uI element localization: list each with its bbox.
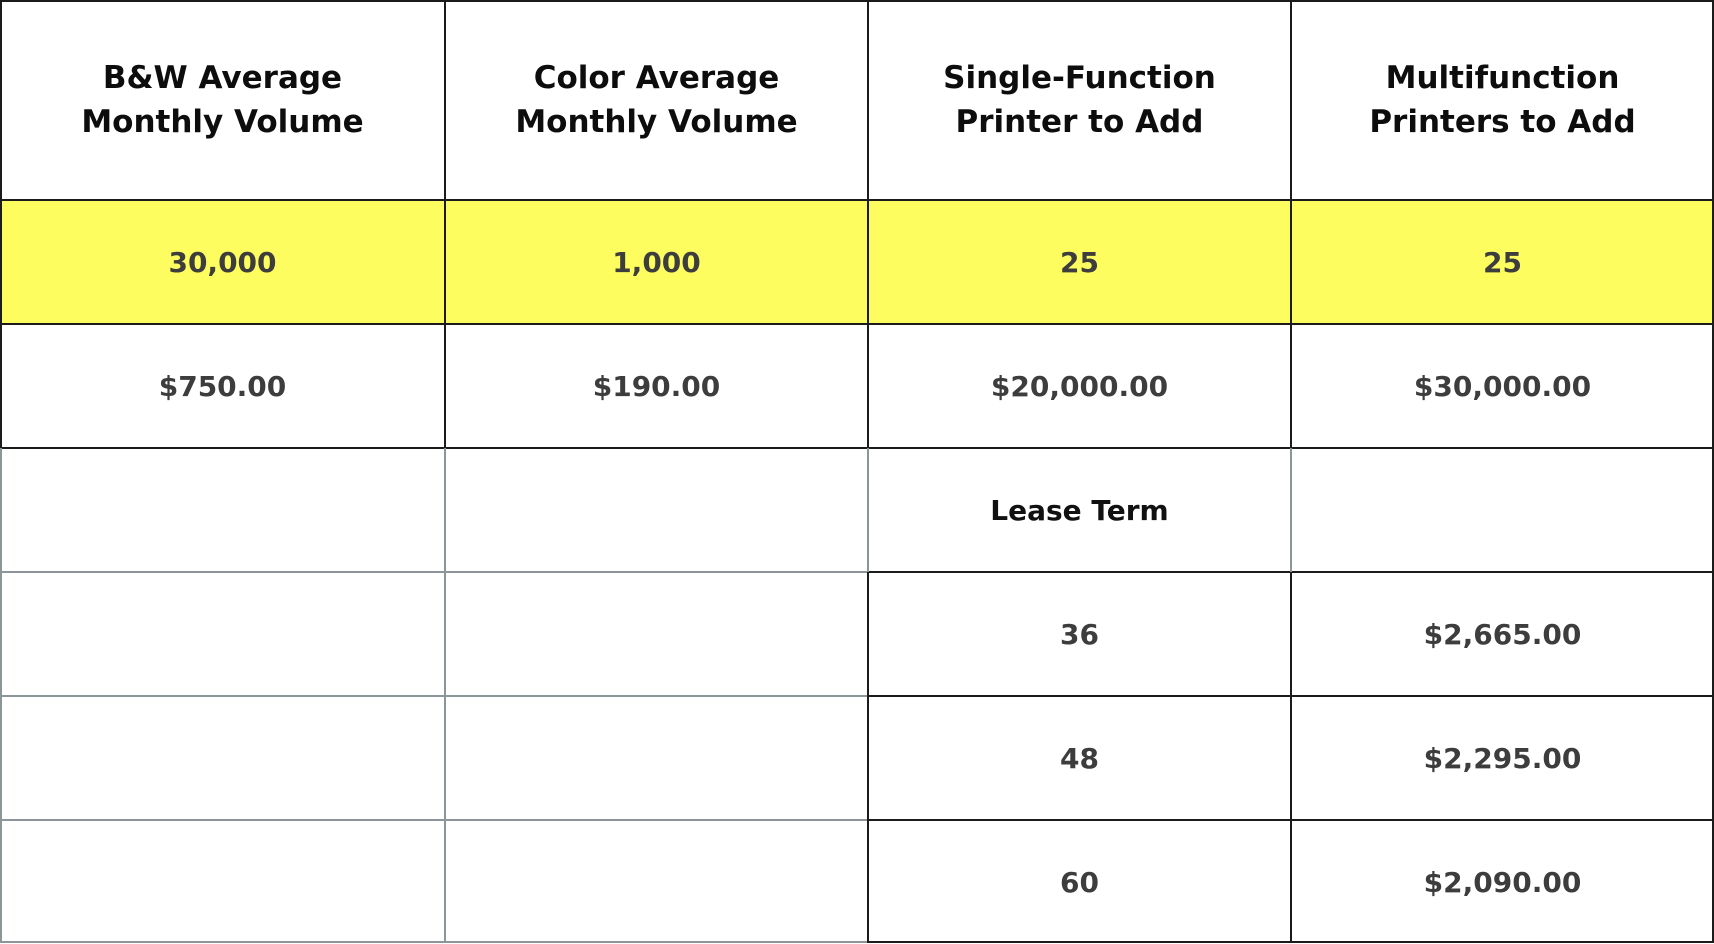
cost-bw: $750.00 <box>158 369 287 403</box>
input-multifunction[interactable]: 25 <box>1291 200 1714 324</box>
grid-line <box>0 0 1714 2</box>
lease-payment-48: $2,295.00 <box>1423 741 1582 775</box>
header-multifunction <box>1291 0 1714 200</box>
input-bw-volume[interactable]: 30,000 <box>0 200 445 324</box>
lease-term-48: 48 <box>1060 741 1099 775</box>
cost-multifunction: $30,000.00 <box>1413 369 1592 403</box>
lease-payment-36: $2,665.00 <box>1423 617 1582 651</box>
header-bw-volume-line2: Monthly Volume <box>81 104 364 140</box>
grid-line <box>867 0 869 448</box>
lease-term-60: 60 <box>1060 865 1099 899</box>
grid-line <box>444 0 446 448</box>
grid-line <box>0 323 1714 325</box>
lease-payment-60: $2,090.00 <box>1423 865 1582 899</box>
input-single-function[interactable]: 25 <box>868 200 1291 324</box>
grid-line <box>0 571 868 573</box>
header-multifunction-line1: Multifunction <box>1385 60 1620 96</box>
grid-line <box>444 448 446 943</box>
grid-line <box>1290 448 1292 572</box>
grid-line <box>1290 0 1292 448</box>
lease-term-label: Lease Term <box>990 493 1169 527</box>
header-color-volume-line2: Monthly Volume <box>515 104 798 140</box>
grid-line <box>867 572 869 943</box>
header-single-function-line2: Printer to Add <box>955 104 1204 140</box>
grid-line <box>0 695 868 697</box>
grid-line <box>0 199 1714 201</box>
header-color-volume-line1: Color Average <box>533 60 780 96</box>
grid-line <box>0 0 2 448</box>
input-color-volume[interactable]: 1,000 <box>445 200 868 324</box>
grid-line <box>0 819 868 821</box>
lease-term-36: 36 <box>1060 617 1099 651</box>
header-bw-volume <box>0 0 445 200</box>
grid-line <box>0 447 1714 449</box>
header-single-function-line1: Single-Function <box>943 60 1216 96</box>
cost-single-function: $20,000.00 <box>990 369 1169 403</box>
grid-line <box>0 448 2 943</box>
cost-color: $190.00 <box>592 369 721 403</box>
header-multifunction-line2: Printers to Add <box>1369 104 1636 140</box>
grid-line <box>1290 572 1292 943</box>
header-bw-volume-line1: B&W Average <box>102 60 343 96</box>
header-color-volume <box>445 0 868 200</box>
header-single-function <box>868 0 1291 200</box>
grid-line <box>867 448 869 572</box>
